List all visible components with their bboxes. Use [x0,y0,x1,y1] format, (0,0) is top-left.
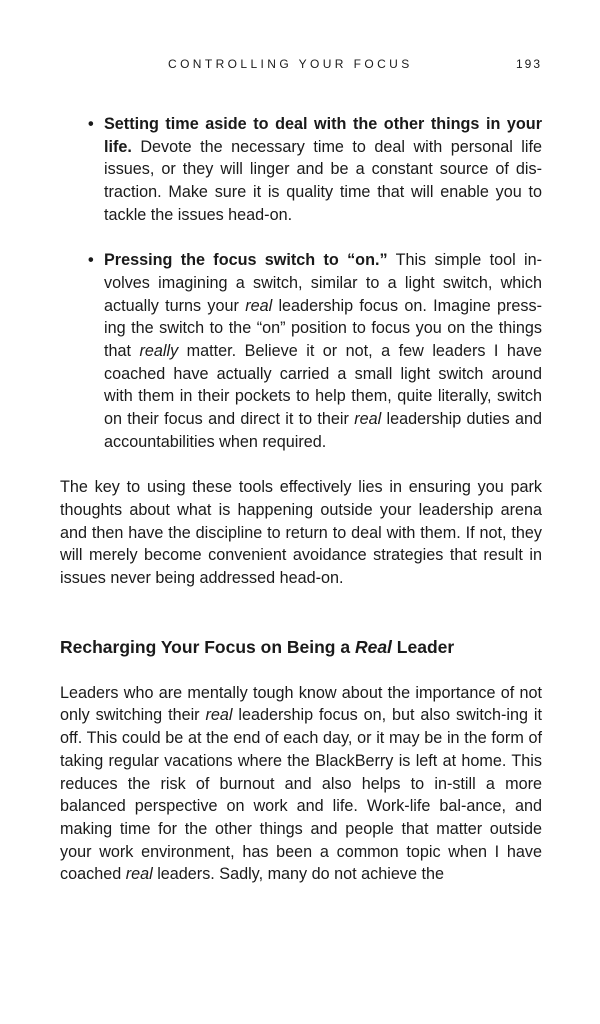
bullet-lead: Pressing the focus switch to “on.” [104,251,388,270]
running-title: CONTROLLING YOUR FOCUS [168,57,413,71]
page-body [60,113,542,886]
bullet-text: Devote the necessary time to deal with personal life issues, or they will linger and be a constant source of dis-traction. Make sure it is quality time that will enable you to tackle the issues head-on. [104,137,542,224]
bullet-item [104,113,542,227]
bullet-lead: Setting time aside to deal with the other things in your life. [104,115,542,156]
emphasis: real [125,865,153,884]
heading-text: Recharging Your Focus on Being a [60,636,355,657]
bullet-text: leadership duties and accountabilities when required. [104,410,542,451]
emphasis: real [354,410,382,429]
paragraph-text: leadership focus on, but also switch-ing it off. This could be at the end of each day, or it may be in the form of taking regular vacations where the BlackBerry is left at home. This reduces the risk of burnout and also helps to in-still a more balanced perspective on work and life. Work-life bal-ance, and making time for the other things and people that matter outside your work environment, has been a common topic when I have coached [60,706,542,884]
paragraph-text: leaders. Sadly, many do not achieve the [152,865,444,884]
body-paragraph [60,682,542,886]
section-heading [60,635,542,659]
bullet-text: matter. Believe it or not, a few leaders I have coached have actually carried a small light switch around with them in their pockets to help them, quite literally, switch on their focus and direct it to their [104,342,543,429]
heading-emphasis: Real [354,636,392,657]
body-paragraph: The key to using these tools effectively lies in ensuring you park thoughts about what is happening outside your leadership arena and then have the discipline to return to deal with them. If not, they will merely become convenient avoidance strategies that result in issues never being addressed head-on. [60,478,542,588]
bullet-list [60,113,542,454]
bullet-item [104,249,542,453]
page-number: 193 [515,57,542,71]
running-header [60,57,542,73]
bullet-text: leadership focus on. Imagine press-ing the switch to the “on” position to focus you on the things that [104,296,543,361]
emphasis: real [205,706,233,725]
heading-text: Leader [391,636,455,657]
emphasis: really [139,342,179,361]
paragraph-text: Leaders who are mentally tough know about the importance of not only switching their [60,683,542,725]
bullet-text: This simple tool in-volves imagining a switch, similar to a light switch, which actually turns your [104,251,542,315]
emphasis: real [245,296,273,315]
